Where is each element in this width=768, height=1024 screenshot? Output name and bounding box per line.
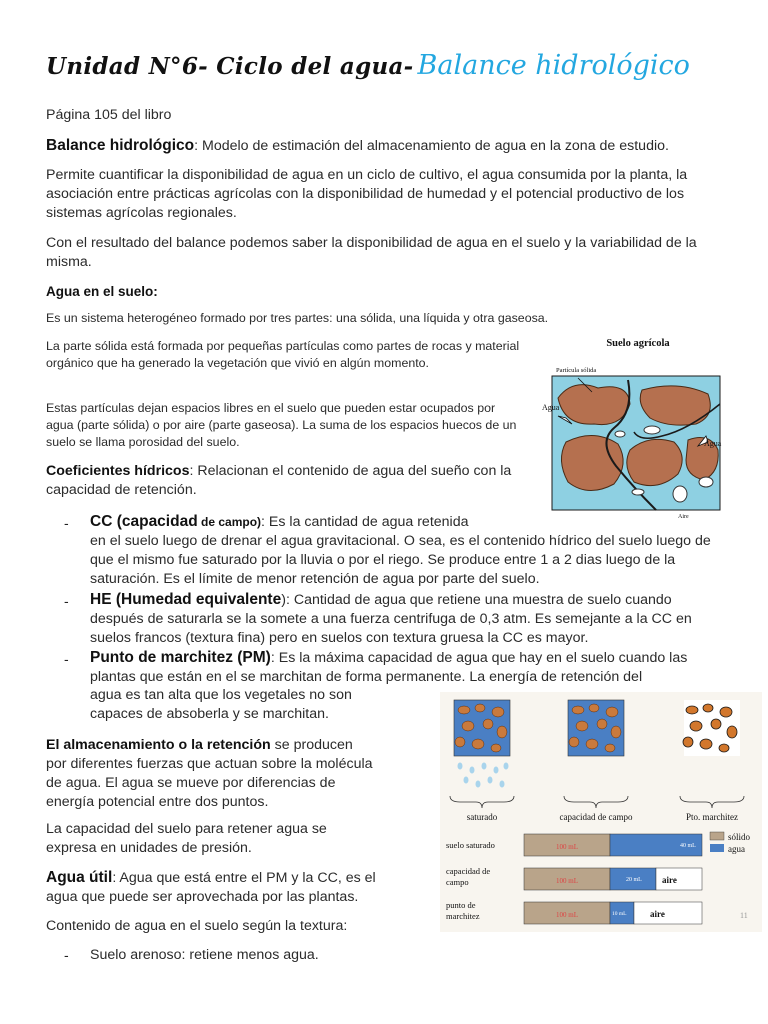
- list-item-he: [90, 590, 720, 648]
- coef-text: : Relacionan el contenido de agua del sueño con la capacidad de retención.: [46, 463, 512, 498]
- row-label-capacidad-2: campo: [446, 877, 469, 887]
- bar-water-label: 20 mL: [626, 877, 642, 883]
- col-label-marchitez: Pto. marchitez: [686, 812, 738, 822]
- legend-solido-swatch: [710, 832, 724, 840]
- title-unit: Unidad N°6- Ciclo del agua-: [46, 53, 414, 80]
- air-bubble: [644, 426, 660, 434]
- coeficientes-hidricos: [46, 462, 516, 500]
- capacidad-paragraph: La capacidad del suelo para retener agua se expresa en unidades de presión.: [46, 821, 327, 856]
- row-label-capacidad-1: capacidad de: [446, 866, 491, 876]
- row-label-marchitez-2: marchitez: [446, 911, 480, 921]
- list-item-pm: [90, 648, 730, 687]
- legend-agua-swatch: [710, 844, 724, 852]
- pm-line3: capaces de absoberla y se marchitan.: [90, 706, 329, 722]
- agua-util-term: Agua útil: [46, 869, 113, 886]
- balance-definition: [46, 136, 736, 156]
- he-text: ): Cantidad de agua que retiene una muestra de suelo cuando después de saturarla se la somete a una fuerza centrifuga de 0,3 atm. Es semejante a la CC en suelos francos (textura fina) pero en suelos con textura gruesa la CC es mayor.: [90, 592, 692, 646]
- pm-line2: agua es tan alta que los vegetales no son: [90, 687, 352, 703]
- air-bubble: [615, 431, 625, 437]
- col-label-saturado: saturado: [466, 812, 498, 822]
- agua-util-text: : Agua que está entre el PM y la CC, es el agua que puede ser aprovechada por las plantas.: [46, 870, 376, 905]
- bar-red-label: 100 mL: [556, 877, 578, 885]
- balance-term: Balance hidrológico: [46, 137, 195, 154]
- label-agua-left: Agua: [542, 403, 560, 412]
- air-bubble: [673, 486, 687, 502]
- paragraph-permite: Permite cuantificar la disponibilidad de agua en un ciclo de cultivo, el agua consumida por la planta, la asociación entre prácticas agrícolas con la disponibilidad de humedad y el potencial productivo de los sistemas agrícolas regionales.: [46, 167, 688, 221]
- list-item-arenoso: Suelo arenoso: retiene menos agua.: [90, 947, 319, 963]
- legend-solido-label: sólido: [728, 832, 751, 842]
- paragraph-resultado: Con el resultado del balance podemos saber la disponibilidad de agua en el suelo y la variabilidad de la misma.: [46, 235, 697, 270]
- label-aire: Aire: [678, 514, 689, 520]
- label-agua-right: Agua: [704, 439, 722, 448]
- row-label-marchitez-1: punto de: [446, 900, 476, 910]
- cc-term-2: de campo): [197, 515, 262, 529]
- text-parte-solida: La parte sólida está formada por pequeñas partículas como partes de rocas y material orgánico que ha generado la vegetación que vivió en algún momento.: [46, 339, 520, 370]
- legend-agua-label: agua: [728, 844, 745, 854]
- almacenamiento-text: se producen por diferentes fuerzas que actuan sobre la molécula de agua. El agua se mueve por diferencias de energía potencial entre dos puntos.: [46, 737, 373, 810]
- soil-diagram: [538, 332, 724, 524]
- bullet-dash: -: [64, 947, 69, 963]
- heading-agua-suelo: Agua en el suelo:: [46, 284, 158, 299]
- coef-term: Coeficientes hídricos: [46, 463, 190, 479]
- contenido-textura: Contenido de agua en el suelo según la textura:: [46, 918, 348, 934]
- air-bubble: [632, 489, 644, 495]
- page-reference: Página 105 del libro: [46, 107, 172, 123]
- almacenamiento-term: El almacenamiento o la retención: [46, 737, 271, 753]
- diagram-title: Suelo agrícola: [606, 338, 670, 349]
- bar-air-label: aire: [650, 909, 665, 919]
- pm-line1: : Es la máxima capacidad de agua que hay en el suelo cuando las plantas que están en el se marchitan de forma permanente. La energía de retención del: [90, 650, 688, 685]
- bar-red-label: 100 mL: [556, 843, 578, 851]
- bar-water-label: 40 mL: [680, 843, 696, 849]
- row-label-saturado: suelo saturado: [446, 840, 495, 850]
- text-agua-suelo: Es un sistema heterogéneo formado por tres partes: una sólida, una líquida y otra gaseosa.: [46, 311, 549, 325]
- cc-line1: : Es la cantidad de agua retenida: [261, 514, 469, 530]
- retention-diagram: [440, 692, 762, 932]
- bar-water-label: 10 mL: [612, 911, 627, 917]
- col-label-capacidad: capacidad de campo: [559, 812, 633, 822]
- almacenamiento-paragraph: [46, 736, 376, 812]
- agua-util-paragraph: [46, 868, 386, 907]
- cc-rest: en el suelo luego de drenar el agua gravitacional. O sea, es el contenido hídrico del suelo luego de que el mismo fue saturado por la lluvia o por el riego. Se produce entre 1 a 2 dias luego de la saturación. Es el límite de menor retención de agua por parte del suelo.: [90, 533, 711, 587]
- bar-red-label: 100 mL: [556, 911, 578, 919]
- side-number: 11: [740, 911, 748, 920]
- he-term: HE (Humedad equivalente: [90, 591, 282, 608]
- bar-air-label: aire: [662, 875, 677, 885]
- air-bubble: [699, 477, 713, 487]
- cc-term: CC (capacidad: [90, 513, 198, 530]
- bar-air: [634, 902, 702, 924]
- bullet-dash: -: [64, 651, 69, 667]
- label-particula: Partícula sólida: [556, 367, 597, 374]
- text-particulas: Estas partículas dejan espacios libres en el suelo que pueden estar ocupados por agua (parte sólida) o por aire (parte gaseosa). La suma de los espacios huecos de un suelo se llama porosidad del suelo.: [46, 401, 517, 449]
- bullet-dash: -: [64, 515, 69, 531]
- title-topic: Balance hidrológico: [417, 50, 690, 81]
- page-title: [46, 50, 690, 81]
- balance-text: : Modelo de estimación del almacenamiento de agua en la zona de estudio.: [194, 138, 669, 154]
- bullet-dash: -: [64, 593, 69, 609]
- pm-term: Punto de marchitez (PM): [90, 649, 271, 666]
